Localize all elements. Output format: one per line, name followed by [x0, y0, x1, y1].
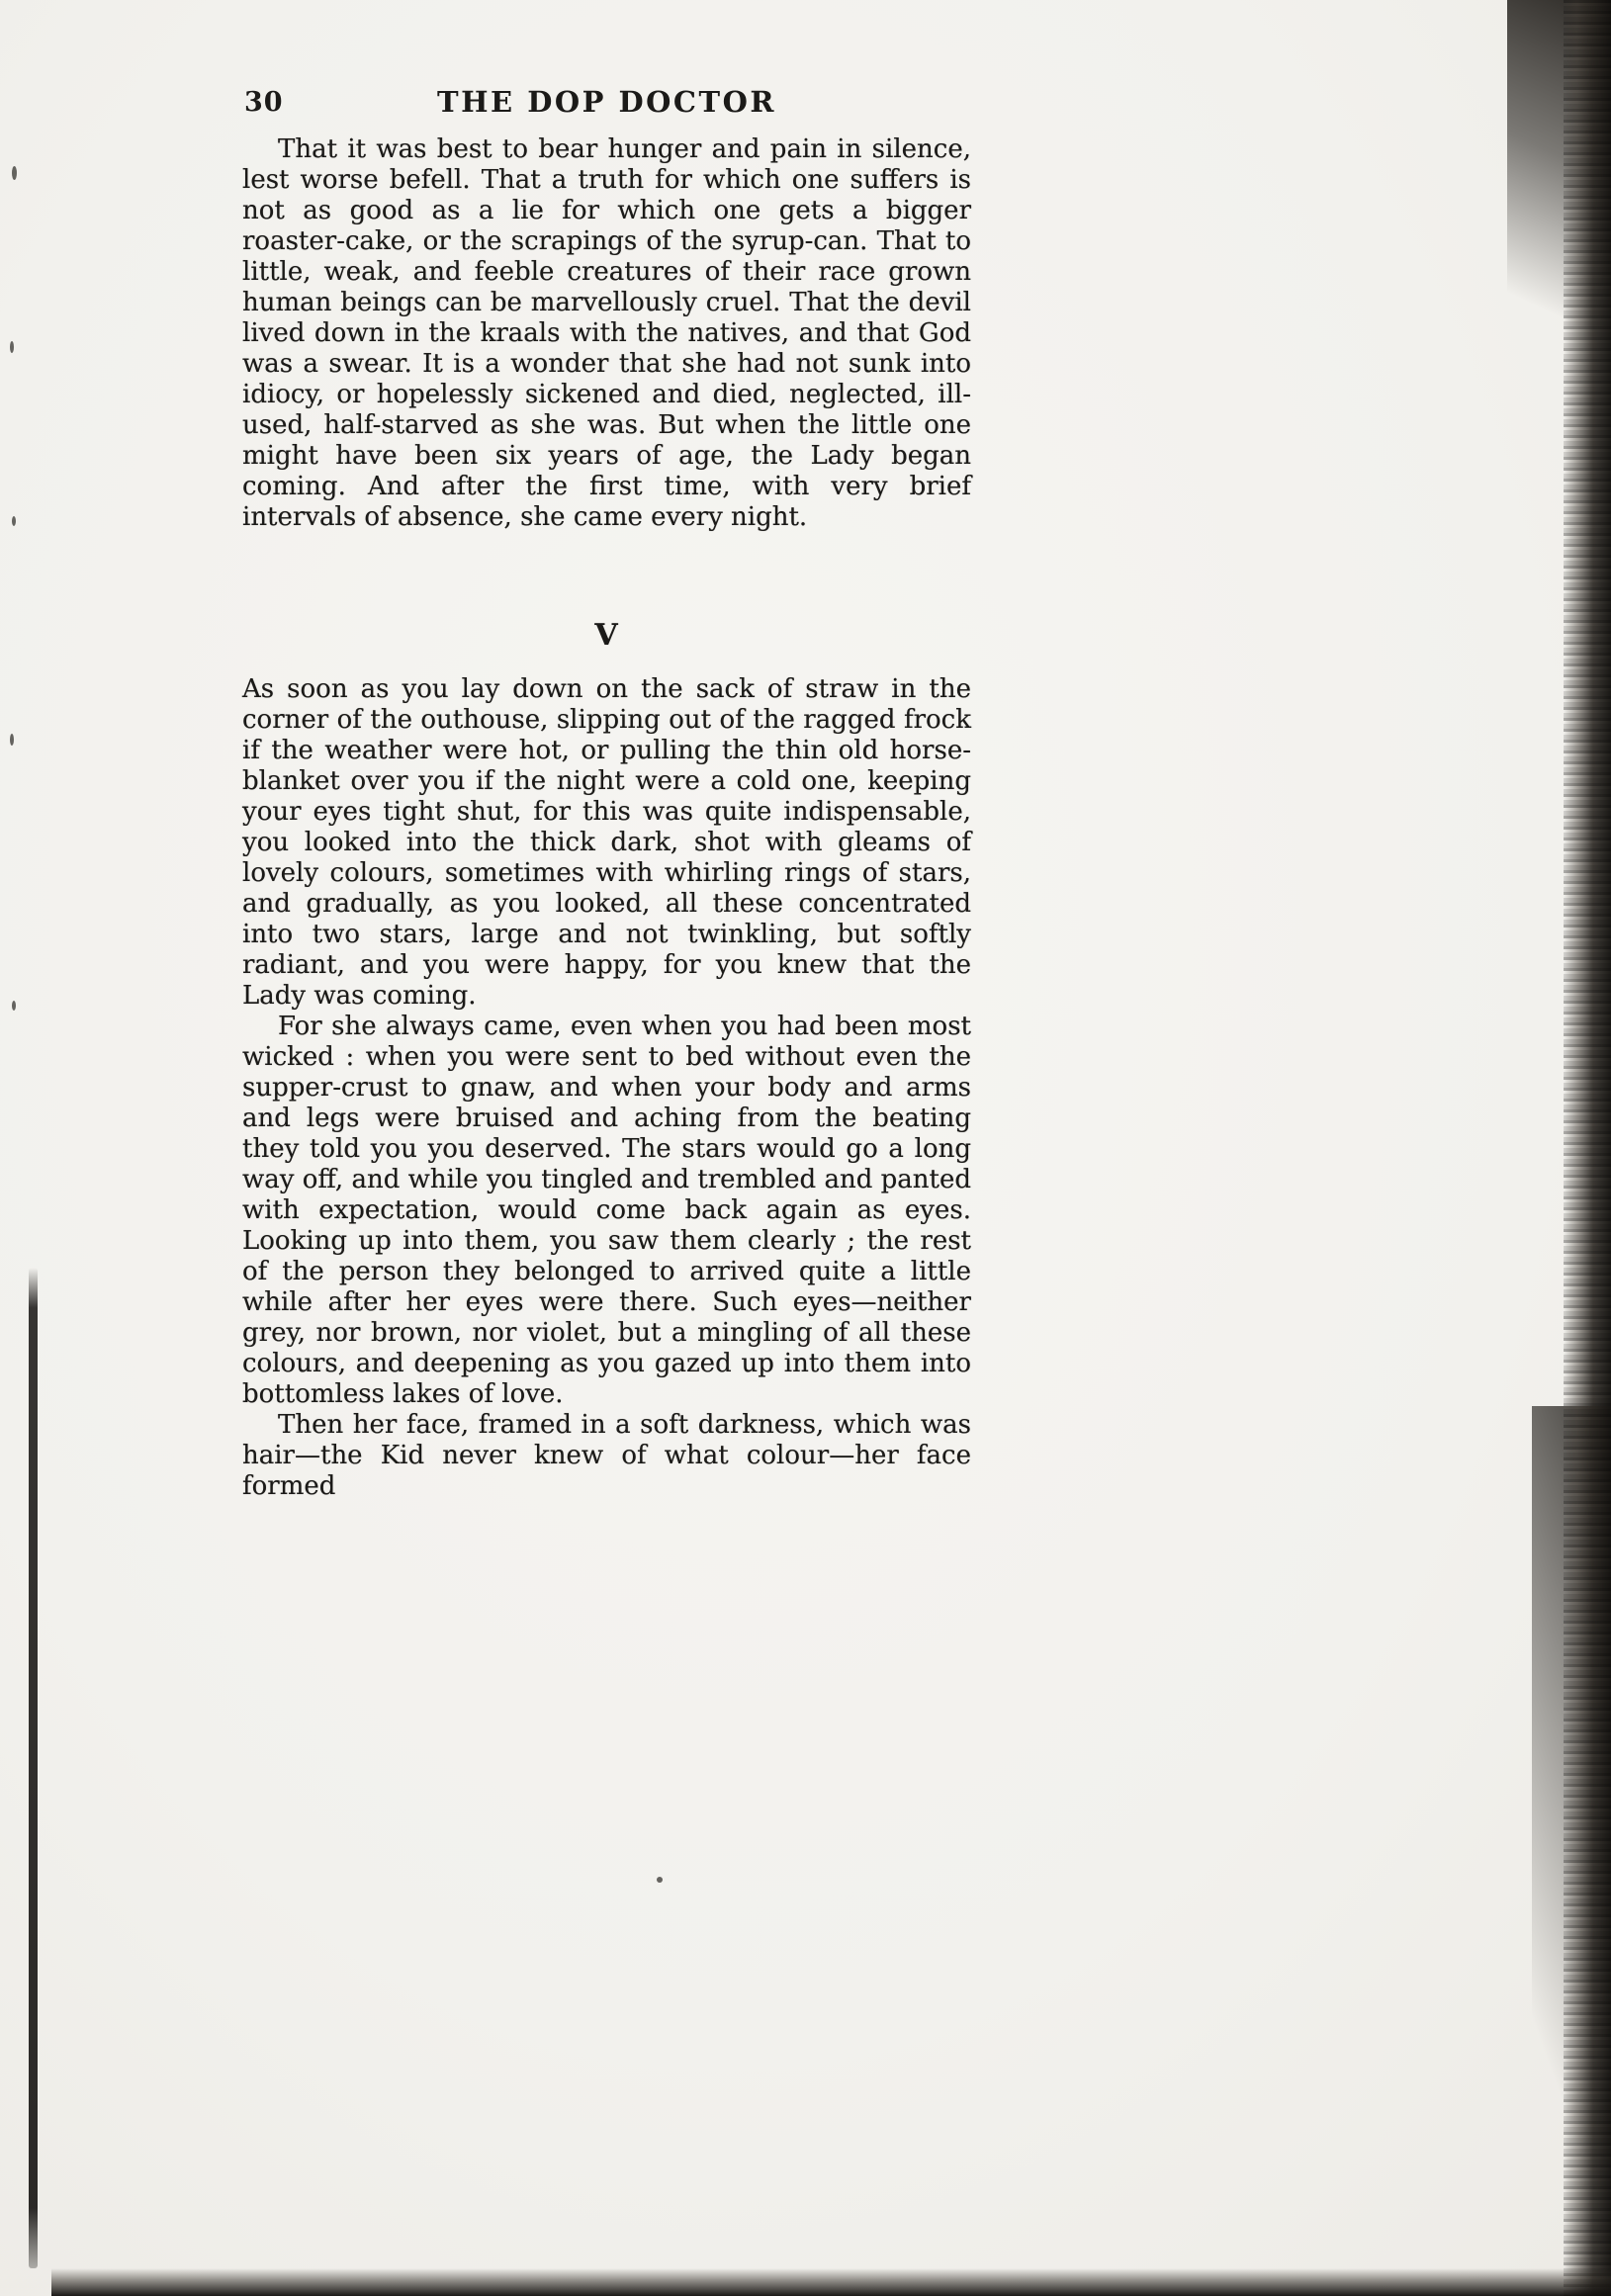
scan-edge-right: [1564, 0, 1611, 2296]
paragraph: For she always came, even when you had been most wicked : when you were sent to bed without even the supper-crust to gnaw, and when your body and arms and legs were bruised and aching from the beating they told you you deserved. The stars would go a long way off, and while you tingled and trembled and panted with expectation, would come back again as eyes. Looking up into them, you saw them clearly ; the rest of the person they belonged to arrived quite a little while after her eyes were there. Such eyes—neither grey, nor brown, nor violet, but a mingling of all these colours, and deepening as you gazed up into them into bottomless lakes of love.: [242, 1012, 971, 1409]
scan-speck: [10, 734, 14, 746]
scan-speck: [12, 166, 17, 180]
scan-speck: [12, 1001, 16, 1011]
scan-speck: [10, 341, 14, 353]
running-title: THE DOP DOCTOR: [437, 85, 776, 119]
text-block: [242, 134, 971, 1502]
paragraph: That it was best to bear hunger and pain in silence, lest worse befell. That a truth for which one suffers is not as good as a lie for which one gets a bigger roaster-cake, or the scrapings of the syrup-can. That to little, weak, and feeble creatures of their race grown human beings can be marvellously cruel. That the devil lived down in the kraals with the natives, and that God was a swear. It is a wonder that she had not sunk into idiocy, or hopelessly sickened and died, neglected, ill-used, half-starved as she was. But when the little one might have been six years of age, the Lady began coming. And after the first time, with very brief intervals of absence, she came every night.: [242, 134, 971, 532]
scan-speck: [12, 516, 16, 526]
scan-edge-bottom: [51, 2268, 1611, 2296]
page-number: 30: [244, 87, 284, 118]
section-heading: V: [594, 618, 619, 653]
scan-speck: [657, 1877, 663, 1883]
scan-edge-left: [29, 1268, 38, 2268]
paragraph: Then her face, framed in a soft darkness, which was hair—the Kid never knew of what colour—her face formed: [242, 1410, 971, 1501]
paragraph: As soon as you lay down on the sack of straw in the corner of the outhouse, slipping out of the ragged frock if the weather were hot, or pulling the thin old horse-blanket over you if the night were a cold one, keeping your eyes tight shut, for this was quite indispensable, you looked into the thick dark, shot with gleams of lovely colours, sometimes with whirling rings of stars, and gradually, as you looked, all these concentrated into two stars, large and not twinkling, but softly radiant, and you were happy, for you knew that the Lady was coming.: [242, 674, 971, 1011]
page-header: [242, 85, 971, 125]
